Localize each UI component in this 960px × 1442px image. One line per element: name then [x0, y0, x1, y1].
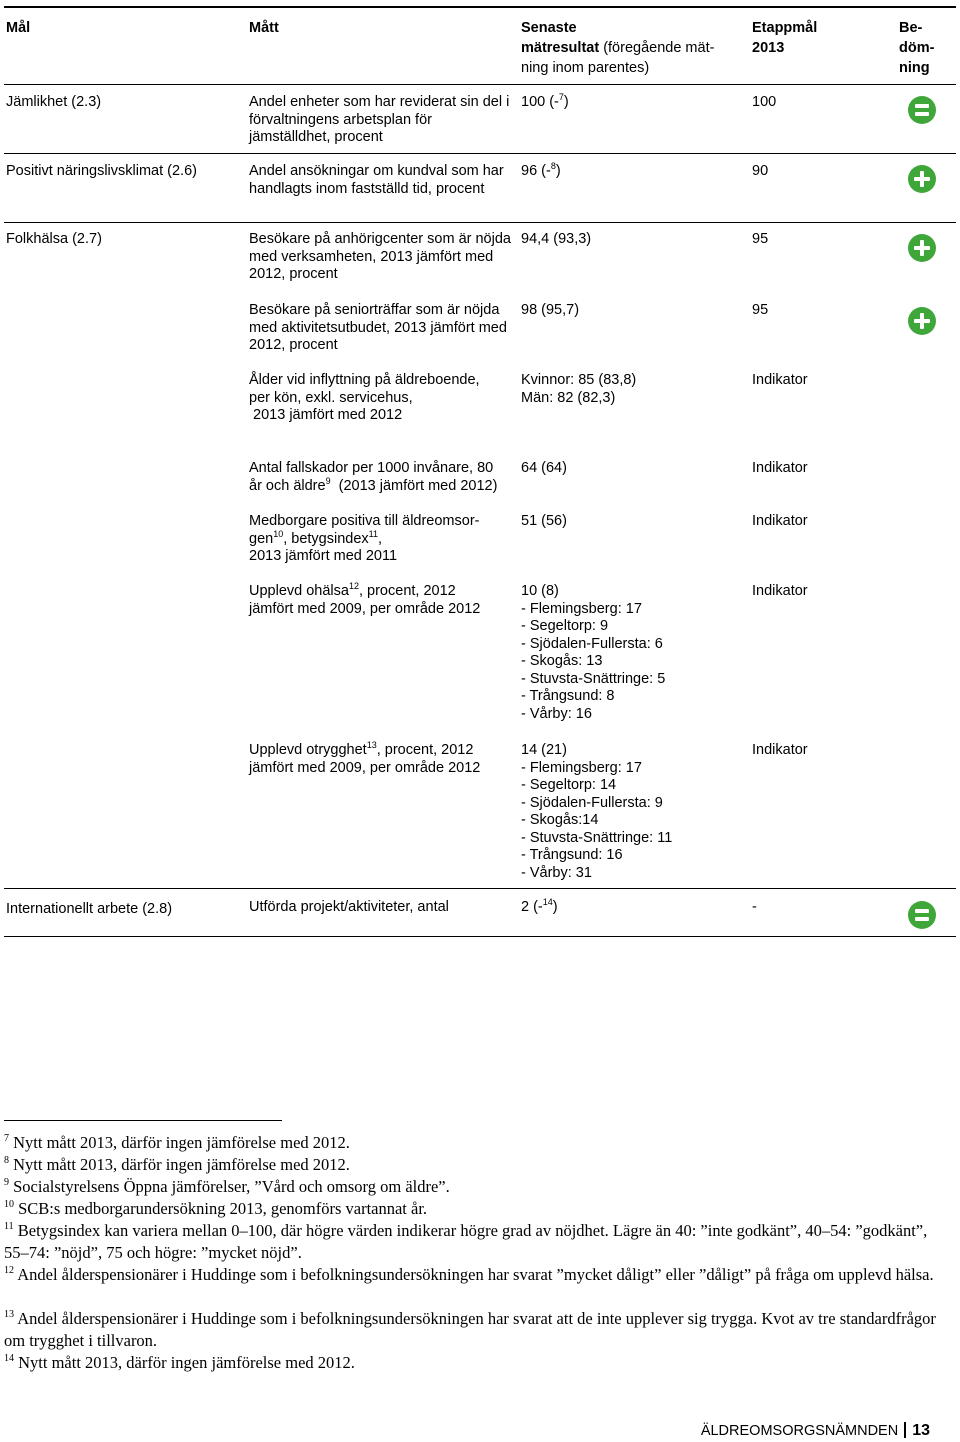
- footnote-separator: [4, 1120, 282, 1121]
- row6-measure-text: år och äldre: [249, 477, 326, 494]
- header-assessment: [899, 18, 934, 78]
- header-target: [752, 18, 817, 58]
- row5-result: [521, 372, 746, 407]
- footnote-number: 11: [4, 1221, 14, 1232]
- row8-result-area: - Trångsund: 8: [521, 688, 615, 704]
- row7-measure-text-a: gen: [249, 530, 274, 547]
- row1-result: [521, 94, 746, 112]
- footnote-text: SCB:s medborgarundersökning 2013, genomförs vartannat år.: [14, 1199, 428, 1218]
- footnote-text: Nytt mått 2013, därför ingen jämförelse med 2012.: [9, 1155, 350, 1174]
- header-rule: [4, 84, 956, 85]
- row8-result-total: 10 (8): [521, 583, 559, 599]
- page-footer: [701, 1422, 930, 1440]
- footnote: [4, 1352, 949, 1374]
- row8-measure-text-b: , procent, 2012: [358, 583, 456, 599]
- footnote: [4, 1220, 949, 1264]
- row2-result-footnote-ref: 8: [550, 161, 556, 171]
- row8-result-area: - Flemingsberg: 17: [521, 600, 642, 617]
- row4-measure: Besökare på seniorträffar som är nöjda med aktivitetsutbudet, 2013 jämfört med 2012, procent: [249, 302, 507, 353]
- row3-target: 95: [752, 231, 769, 247]
- row8-measure: [249, 583, 514, 618]
- row5-result-line2: Män: 82 (82,3): [521, 389, 616, 406]
- header-result-line2: [521, 38, 714, 58]
- row9-measure-text-a: Upplevd otrygghet: [249, 742, 367, 758]
- row8-result-area: - Sjödalen-Fullersta: 6: [521, 635, 663, 652]
- row10-measure: Utförda projekt/aktiviteter, antal: [249, 899, 449, 915]
- footnote-text: Nytt mått 2013, därför ingen jämförelse med 2012.: [14, 1353, 355, 1372]
- footnote: [4, 1264, 949, 1286]
- row7-measure-line1: Medborgare positiva till äldreomsor-: [249, 513, 480, 529]
- row1-result-pre: 100 (-: [521, 94, 559, 110]
- header-result-line2-bold: mätresultat: [521, 40, 600, 56]
- row9-result-area: - Vårby: 31: [521, 864, 592, 881]
- row4-target: 95: [752, 302, 769, 318]
- header-result-line2-normal: (föregående mät-: [599, 40, 715, 56]
- row8-result-area: - Segeltorp: 9: [521, 618, 609, 634]
- row7-target: Indikator: [752, 513, 808, 529]
- row7-footnote-ref-11: 11: [368, 528, 379, 539]
- plus-icon: [908, 307, 936, 335]
- header-assessment-line2: döm-: [899, 40, 935, 56]
- footnote-text: Nytt mått 2013, därför ingen jämförelse med 2012.: [9, 1133, 350, 1152]
- row10-target: -: [752, 899, 757, 915]
- row7-measure: [249, 513, 514, 566]
- row9-measure-text-b: , procent, 2012: [376, 742, 474, 758]
- footer-separator: [904, 1422, 906, 1438]
- row8-result: [521, 583, 746, 723]
- row8-result-area: - Stuvsta-Snättringe: 5: [521, 670, 666, 687]
- header-target-line1: Etappmål: [752, 20, 818, 36]
- equal-icon: [908, 901, 936, 929]
- row9-measure-line1: [249, 742, 514, 760]
- footnote: [4, 1176, 949, 1198]
- header-result: [521, 18, 714, 78]
- footnote-number: 7: [4, 1133, 9, 1144]
- row7-result: 51 (56): [521, 513, 567, 529]
- header-result-line3: ning inom parentes): [521, 60, 650, 76]
- row7-measure-line3: 2013 jämfört med 2011: [249, 548, 398, 564]
- row6-measure: [249, 460, 524, 495]
- row10-result-pre: 2 (-: [521, 899, 543, 915]
- row8-result-area: - Vårby: 16: [521, 705, 592, 722]
- row6-measure-line1: Antal fallskador per 1000 invånare, 80: [249, 460, 494, 476]
- row8-measure-line2: jämfört med 2009, per område 2012: [249, 600, 481, 617]
- row9-result-area: - Skogås:14: [521, 812, 599, 828]
- row6-measure-comparison: (2013 jämfört med 2012): [330, 477, 498, 494]
- header-assessment-line1: Be-: [899, 20, 923, 36]
- footnote: [4, 1132, 949, 1154]
- row8-measure-line1: [249, 583, 514, 601]
- row2-result-post: ): [555, 163, 561, 179]
- plus-icon: [908, 234, 936, 262]
- row5-measure-line1: Ålder vid inflyttning på äldreboende,: [249, 372, 480, 388]
- row8-target: Indikator: [752, 583, 808, 599]
- row2-result: [521, 163, 746, 181]
- row6-footnote-ref: 9: [325, 475, 331, 486]
- row10-result-footnote-ref: 14: [542, 897, 553, 907]
- row7-measure-line2: [249, 528, 514, 549]
- row9-result-area: - Trångsund: 16: [521, 847, 623, 863]
- row1-target: 100: [752, 94, 777, 110]
- row1-goal: Jämlikhet (2.3): [6, 94, 102, 110]
- page-number: 13: [912, 1422, 930, 1439]
- row9-result-area: - Sjödalen-Fullersta: 9: [521, 794, 663, 811]
- row1-result-post: ): [563, 94, 569, 110]
- footnote: [4, 1308, 949, 1352]
- row4-result: 98 (95,7): [521, 302, 580, 318]
- header-goal: Mål: [6, 20, 31, 36]
- row5-measure-line3: 2013 jämfört med 2012: [249, 407, 403, 423]
- row2-result-pre: 96 (-: [521, 163, 551, 179]
- row3-result: 94,4 (93,3): [521, 231, 592, 247]
- row8-measure-text-a: Upplevd ohälsa: [249, 583, 349, 599]
- row10-result-post: ): [552, 899, 558, 915]
- footnote-number: 10: [4, 1199, 14, 1210]
- row5-measure: [249, 372, 514, 425]
- footnote-number: 13: [4, 1309, 14, 1320]
- equal-icon: [908, 96, 936, 124]
- row9-result-area: - Segeltorp: 14: [521, 777, 617, 793]
- table-top-rule: [4, 6, 956, 8]
- row6-measure-line2: [249, 475, 524, 496]
- row7-measure-text-b: , betygsindex: [283, 530, 369, 547]
- row7-footnote-ref-10: 10: [273, 528, 284, 539]
- row3-goal: Folkhälsa (2.7): [6, 231, 102, 247]
- header-target-line2: 2013: [752, 40, 785, 56]
- footnote-number: 8: [4, 1155, 9, 1166]
- row1-rule: [4, 153, 956, 154]
- footnote-number: 14: [4, 1353, 14, 1364]
- footnote-text: Socialstyrelsens Öppna jämförelser, ”Vård och omsorg om äldre”.: [9, 1177, 450, 1196]
- row9-rule: [4, 888, 956, 889]
- footnote-text: Andel ålderspensionärer i Huddinge som i befolkningsundersökningen har svarat ”mycket dåligt” eller ”dåligt” på fråga om upplevd hälsa.: [14, 1265, 934, 1284]
- row2-rule: [4, 222, 956, 223]
- header-result-line1: Senaste: [521, 20, 577, 36]
- header-measure: Mått: [249, 20, 279, 36]
- row9-result-area: - Flemingsberg: 17: [521, 759, 642, 776]
- row9-measure: [249, 742, 514, 777]
- header-assessment-line3: ning: [899, 60, 930, 76]
- row8-footnote-ref: 12: [348, 581, 359, 591]
- row7-measure-text-c: ,: [378, 530, 383, 547]
- row9-result-area: - Stuvsta-Snättringe: 11: [521, 829, 673, 846]
- row9-measure-line2: jämfört med 2009, per område 2012: [249, 759, 481, 776]
- row2-target: 90: [752, 163, 769, 179]
- row1-result-footnote-ref: 7: [558, 92, 564, 102]
- row10-goal: Internationellt arbete (2.8): [6, 901, 173, 917]
- row5-target: Indikator: [752, 372, 808, 388]
- row8-result-area: - Skogås: 13: [521, 653, 603, 669]
- row5-result-line1: Kvinnor: 85 (83,8): [521, 372, 637, 388]
- row5-measure-line2: per kön, exkl. servicehus,: [249, 389, 413, 406]
- footnote-number: 12: [4, 1265, 14, 1276]
- row6-result: 64 (64): [521, 460, 567, 476]
- row9-result: [521, 742, 746, 882]
- row2-goal: Positivt näringslivsklimat (2.6): [6, 163, 197, 179]
- row9-result-total: 14 (21): [521, 742, 567, 758]
- footnote: [4, 1154, 949, 1176]
- footnote-text: Betygsindex kan variera mellan 0–100, där högre värden indikerar högre grad av nöjdhet. Lägre än 40: ”inte godkänt”, 40–54: ”godkänt”, 55–74: ”nöjd”, 75 och högre: ”mycket nöjd”.: [4, 1221, 928, 1262]
- row2-measure: Andel ansökningar om kundval som har handlagts inom fastställd tid, procent: [249, 163, 504, 197]
- row1-measure: Andel enheter som har reviderat sin del i förvaltningens arbetsplan för jämställdhet, procent: [249, 94, 510, 145]
- footnote-text: Andel ålderspensionärer i Huddinge som i befolkningsundersökningen har svarat att de inte upplever sig trygga. Kvot av tre standardfrågor om trygghet i tillvaron.: [4, 1309, 936, 1350]
- plus-icon: [908, 165, 936, 193]
- row10-result: [521, 899, 746, 917]
- footnote: [4, 1198, 949, 1220]
- table-bottom-rule: [4, 936, 956, 937]
- row9-target: Indikator: [752, 742, 808, 758]
- row9-footnote-ref: 13: [366, 740, 377, 750]
- row6-target: Indikator: [752, 460, 808, 476]
- footer-title: ÄLDREOMSORGSNÄMNDEN: [700, 1423, 899, 1439]
- row3-measure: Besökare på anhörigcenter som är nöjda med verksamheten, 2013 jämfört med 2012, procent: [249, 231, 511, 282]
- footnote-number: 9: [4, 1177, 9, 1188]
